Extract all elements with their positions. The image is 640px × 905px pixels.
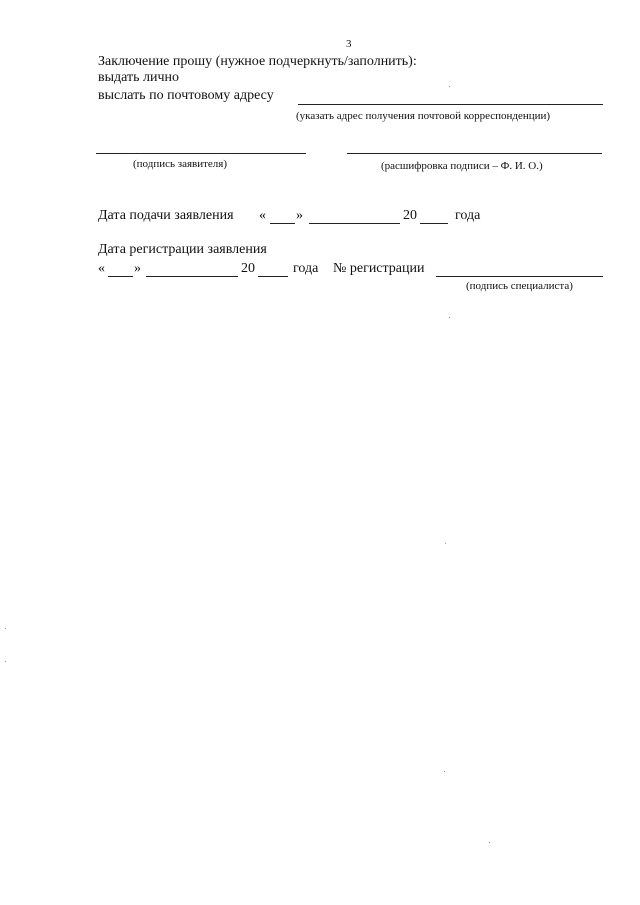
submission-year-suffix: года bbox=[455, 208, 481, 223]
option-personal: выдать лично bbox=[98, 70, 180, 85]
submission-date-label: Дата подачи заявления bbox=[98, 208, 234, 223]
registration-number-label: № регистрации bbox=[333, 261, 425, 276]
registration-century: 20 bbox=[241, 261, 255, 276]
applicant-signature-line[interactable] bbox=[96, 153, 306, 154]
registration-year-field[interactable] bbox=[258, 276, 288, 277]
scan-speck bbox=[489, 842, 490, 843]
scan-speck bbox=[445, 543, 446, 544]
registration-day-close-quote: » bbox=[134, 261, 141, 276]
registration-day-field[interactable] bbox=[108, 276, 133, 277]
mail-address-line[interactable] bbox=[298, 104, 603, 105]
registration-number-field[interactable] bbox=[436, 276, 603, 277]
scan-speck bbox=[444, 771, 445, 772]
registration-month-field[interactable] bbox=[146, 276, 238, 277]
mail-address-caption: (указать адрес получения почтовой корреспонденции) bbox=[296, 110, 551, 122]
request-heading: Заключение прошу (нужное подчеркнуть/заполнить): bbox=[98, 54, 417, 69]
page-number: 3 bbox=[346, 38, 352, 50]
submission-month-field[interactable] bbox=[309, 223, 400, 224]
scan-speck bbox=[5, 661, 6, 662]
specialist-signature-caption: (подпись специалиста) bbox=[466, 280, 573, 292]
submission-day-field[interactable] bbox=[270, 223, 295, 224]
signature-decoding-line[interactable] bbox=[347, 153, 602, 154]
option-mail: выслать по почтовому адресу bbox=[98, 88, 274, 103]
scan-speck bbox=[449, 317, 450, 318]
applicant-signature-caption: (подпись заявителя) bbox=[133, 158, 228, 170]
submission-century: 20 bbox=[403, 208, 417, 223]
scan-speck bbox=[5, 628, 6, 629]
submission-year-field[interactable] bbox=[420, 223, 448, 224]
signature-decoding-caption: (расшифровка подписи – Ф. И. О.) bbox=[381, 160, 543, 172]
scan-speck bbox=[449, 86, 450, 87]
registration-year-suffix: года bbox=[293, 261, 319, 276]
submission-day-open-quote: « bbox=[259, 208, 266, 223]
submission-day-close-quote: » bbox=[296, 208, 303, 223]
registration-day-open-quote: « bbox=[98, 261, 105, 276]
registration-date-label: Дата регистрации заявления bbox=[98, 242, 267, 257]
